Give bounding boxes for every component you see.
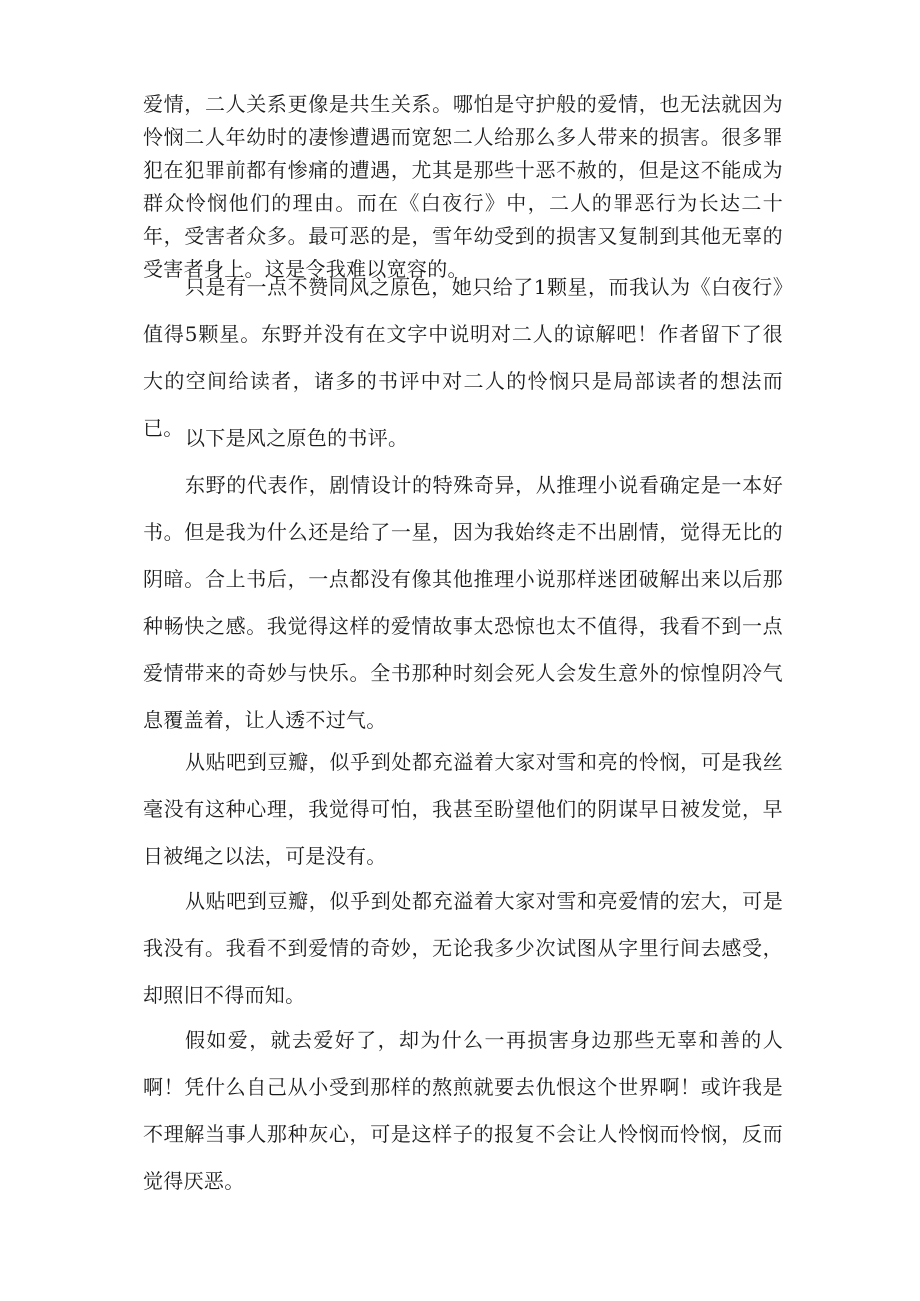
paragraph-continued: 爱情，二人关系更像是共生关系。哪怕是守护般的爱情，也无法就因为怜悯二人年幼时的凄惨遭遇而宽恕二人给那么多人带来的损害。很多罪犯在犯罪前都有惨痛的遭遇，尤其是那些十恶不赦的，但是这不能成为群众怜悯他们的理由。而在《白夜行》中，二人的罪恶行为长达二十年，受害者众多。最可恶的是，雪年幼受到的损害又复制到其他无辜的受害者身上。这是令我难以宽容的。: [143, 92, 783, 281]
paragraph-conclusion: 假如爱，就去爱好了，却为什么一再损害身边那些无辜和善的人啊！凭什么自己从小受到那样的熬煎就要去仇恨这个世界啊！或许我是不理解当事人那种灰心，可是这样子的报复不会让人怜悯而怜悯，反而觉得厌恶。: [143, 1028, 783, 1193]
paragraph-review-intro: 以下是风之原色的书评。: [185, 426, 409, 450]
paragraph-review-body: 东野的代表作，剧情设计的特殊奇异，从推理小说看确定是一本好书。但是我为什么还是给了一星，因为我始终走不出剧情，觉得无比的阴暗。合上书后，一点都没有像其他推理小说那样迷团破解出来以后那种畅快之感。我觉得这样的爱情故事太恐惊也太不值得，我看不到一点爱情带来的奇妙与快乐。全书那种时刻会死人会发生意外的惊惶阴冷气息覆盖着，让人透不过气。: [143, 473, 783, 732]
paragraph-rating-opinion: 只是有一点不赞同风之原色，她只给了1颗星，而我认为《白夜行》值得5颗星。东野并没有在文字中说明对二人的谅解吧！作者留下了很大的空间给读者，诸多的书评中对二人的怜悯只是局部读者的想法而已。: [143, 275, 783, 440]
paragraph-pity-comment: 从贴吧到豆瓣，似乎到处都充溢着大家对雪和亮的怜悯，可是我丝毫没有这种心理，我觉得可怕，我甚至盼望他们的阴谋早日被发觉，早日被绳之以法，可是没有。: [143, 750, 783, 868]
paragraph-love-comment: 从贴吧到豆瓣，似乎到处都充溢着大家对雪和亮爱情的宏大，可是我没有。我看不到爱情的奇妙，无论我多少次试图从字里行间去感受，却照旧不得而知。: [143, 889, 783, 1007]
